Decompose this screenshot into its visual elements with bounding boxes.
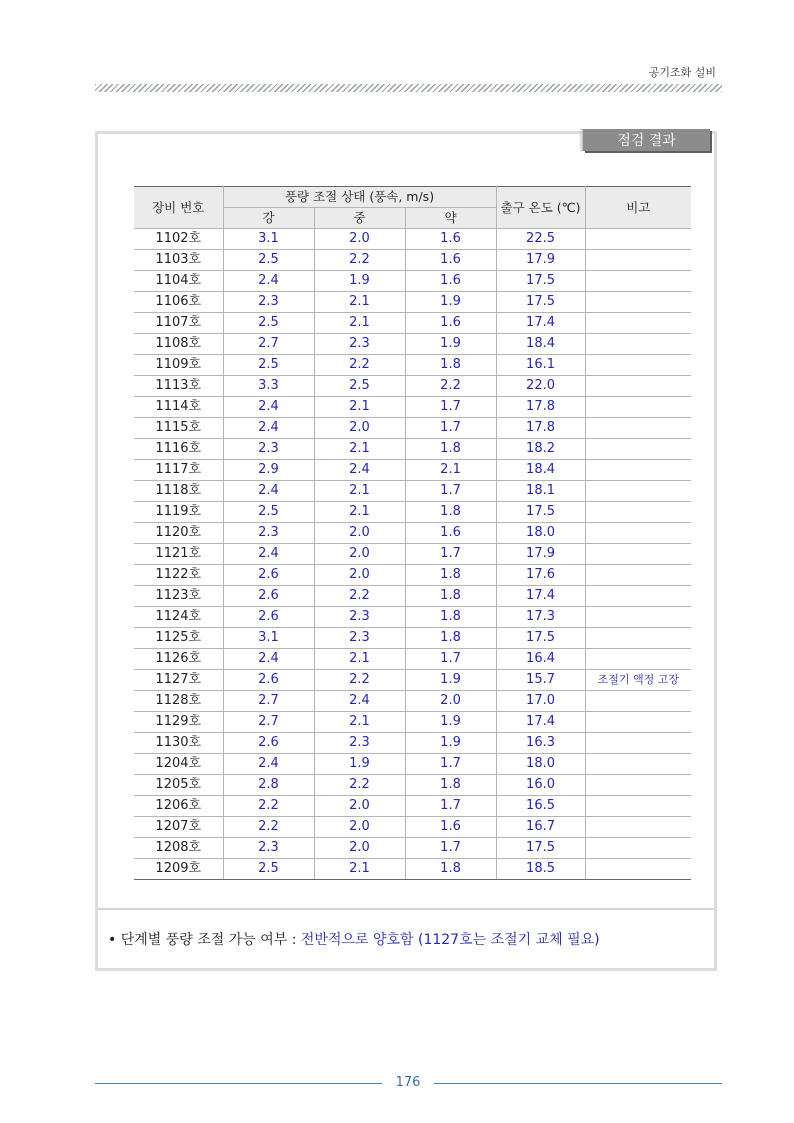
cell-outlet-temp: 17.8 [496, 397, 585, 418]
cell-outlet-temp: 17.5 [496, 292, 585, 313]
cell-speed-high: 2.9 [223, 460, 314, 481]
cell-note [585, 376, 691, 397]
summary-bullet: • [108, 932, 117, 948]
cell-note [585, 586, 691, 607]
cell-outlet-temp: 16.4 [496, 649, 585, 670]
cell-outlet-temp: 18.2 [496, 439, 585, 460]
cell-speed-low: 1.9 [405, 712, 496, 733]
cell-outlet-temp: 17.4 [496, 586, 585, 607]
cell-speed-high: 2.4 [223, 544, 314, 565]
table-row [134, 523, 691, 544]
table-row [134, 397, 691, 418]
cell-device-id: 1209호 [134, 859, 223, 880]
cell-speed-high: 2.5 [223, 313, 314, 334]
cell-speed-low: 1.6 [405, 523, 496, 544]
cell-speed-mid: 2.0 [314, 565, 405, 586]
column-header-temp: 출구 온도 (℃) [496, 187, 585, 229]
cell-device-id: 1118호 [134, 481, 223, 502]
cell-note [585, 859, 691, 880]
table-row [134, 292, 691, 313]
table-row [134, 859, 691, 880]
cell-speed-low: 1.7 [405, 481, 496, 502]
cell-note [585, 229, 691, 250]
cell-speed-low: 1.6 [405, 250, 496, 271]
cell-device-id: 1109호 [134, 355, 223, 376]
cell-speed-high: 2.5 [223, 355, 314, 376]
cell-device-id: 1113호 [134, 376, 223, 397]
cell-speed-mid: 2.3 [314, 607, 405, 628]
cell-outlet-temp: 17.0 [496, 691, 585, 712]
cell-speed-mid: 2.0 [314, 817, 405, 838]
column-header-id: 장비 번호 [134, 187, 223, 229]
frame-divider [98, 908, 714, 910]
cell-speed-high: 2.4 [223, 649, 314, 670]
table-row [134, 439, 691, 460]
page-number: 176 [395, 1075, 421, 1090]
cell-outlet-temp: 18.4 [496, 460, 585, 481]
cell-note [585, 691, 691, 712]
cell-speed-mid: 2.0 [314, 796, 405, 817]
cell-speed-mid: 2.2 [314, 586, 405, 607]
cell-outlet-temp: 17.8 [496, 418, 585, 439]
cell-outlet-temp: 16.0 [496, 775, 585, 796]
cell-speed-mid: 2.1 [314, 439, 405, 460]
column-header-note: 비고 [585, 187, 691, 229]
cell-speed-high: 2.3 [223, 439, 314, 460]
cell-device-id: 1121호 [134, 544, 223, 565]
cell-speed-high: 2.3 [223, 292, 314, 313]
cell-outlet-temp: 17.5 [496, 502, 585, 523]
cell-speed-mid: 2.1 [314, 397, 405, 418]
cell-speed-mid: 2.1 [314, 649, 405, 670]
cell-note [585, 607, 691, 628]
cell-outlet-temp: 17.9 [496, 250, 585, 271]
cell-device-id: 1129호 [134, 712, 223, 733]
cell-speed-mid: 2.1 [314, 859, 405, 880]
cell-speed-high: 2.4 [223, 481, 314, 502]
table-row [134, 502, 691, 523]
cell-outlet-temp: 17.5 [496, 628, 585, 649]
table-row [134, 670, 691, 691]
cell-outlet-temp: 17.4 [496, 313, 585, 334]
table-row [134, 376, 691, 397]
cell-note [585, 775, 691, 796]
cell-note [585, 355, 691, 376]
cell-speed-low: 1.8 [405, 439, 496, 460]
cell-speed-low: 1.7 [405, 544, 496, 565]
cell-note [585, 817, 691, 838]
cell-speed-high: 3.1 [223, 229, 314, 250]
cell-device-id: 1205호 [134, 775, 223, 796]
cell-speed-high: 2.4 [223, 754, 314, 775]
cell-note [585, 292, 691, 313]
cell-note [585, 544, 691, 565]
cell-speed-low: 1.6 [405, 229, 496, 250]
cell-speed-mid: 1.9 [314, 754, 405, 775]
cell-speed-mid: 2.4 [314, 691, 405, 712]
table-row [134, 628, 691, 649]
cell-speed-mid: 2.5 [314, 376, 405, 397]
cell-speed-high: 2.6 [223, 670, 314, 691]
inspection-table [134, 186, 691, 880]
table-row [134, 754, 691, 775]
cell-note [585, 733, 691, 754]
cell-speed-low: 2.0 [405, 691, 496, 712]
table-header-row [134, 187, 691, 208]
summary-value: 전반적으로 양호함 (1127호는 조절기 교체 필요) [300, 932, 600, 948]
cell-device-id: 1207호 [134, 817, 223, 838]
footer-rule-left [95, 1083, 382, 1084]
cell-outlet-temp: 18.5 [496, 859, 585, 880]
cell-device-id: 1115호 [134, 418, 223, 439]
cell-note [585, 628, 691, 649]
summary-line [108, 929, 600, 949]
cell-speed-low: 1.7 [405, 649, 496, 670]
table-row [134, 229, 691, 250]
cell-speed-high: 3.3 [223, 376, 314, 397]
cell-speed-high: 2.6 [223, 607, 314, 628]
cell-speed-low: 1.9 [405, 670, 496, 691]
cell-speed-mid: 2.0 [314, 418, 405, 439]
cell-device-id: 1204호 [134, 754, 223, 775]
subheader-high: 강 [223, 208, 314, 229]
cell-device-id: 1108호 [134, 334, 223, 355]
table-row [134, 817, 691, 838]
table-row [134, 586, 691, 607]
cell-device-id: 1208호 [134, 838, 223, 859]
cell-speed-low: 1.7 [405, 796, 496, 817]
header-hatch-rule [95, 84, 722, 92]
cell-speed-low: 1.8 [405, 859, 496, 880]
summary-label: 단계별 풍량 조절 가능 여부 : [120, 932, 297, 948]
cell-outlet-temp: 18.0 [496, 523, 585, 544]
cell-speed-mid: 2.1 [314, 712, 405, 733]
cell-device-id: 1106호 [134, 292, 223, 313]
cell-outlet-temp: 22.5 [496, 229, 585, 250]
cell-speed-high: 2.4 [223, 418, 314, 439]
cell-speed-high: 2.4 [223, 271, 314, 292]
cell-speed-low: 1.6 [405, 313, 496, 334]
cell-note [585, 460, 691, 481]
cell-device-id: 1104호 [134, 271, 223, 292]
cell-speed-mid: 2.0 [314, 523, 405, 544]
cell-note [585, 313, 691, 334]
cell-note [585, 334, 691, 355]
cell-speed-low: 1.6 [405, 817, 496, 838]
table-body [134, 229, 691, 880]
table-row [134, 607, 691, 628]
cell-speed-mid: 2.1 [314, 292, 405, 313]
table-row [134, 313, 691, 334]
footer-rule-right [434, 1083, 722, 1084]
cell-outlet-temp: 17.5 [496, 271, 585, 292]
cell-device-id: 1206호 [134, 796, 223, 817]
cell-speed-low: 1.8 [405, 586, 496, 607]
cell-device-id: 1123호 [134, 586, 223, 607]
cell-outlet-temp: 15.7 [496, 670, 585, 691]
cell-device-id: 1119호 [134, 502, 223, 523]
cell-device-id: 1122호 [134, 565, 223, 586]
cell-note [585, 271, 691, 292]
cell-speed-low: 2.1 [405, 460, 496, 481]
cell-note: 조절기 액정 고장 [585, 670, 691, 691]
table-row [134, 355, 691, 376]
cell-speed-low: 1.7 [405, 418, 496, 439]
subheader-low: 약 [405, 208, 496, 229]
table-row [134, 712, 691, 733]
table-row [134, 250, 691, 271]
inspection-result-badge: 점검 결과 [583, 129, 710, 151]
cell-speed-mid: 2.1 [314, 481, 405, 502]
cell-speed-low: 1.8 [405, 775, 496, 796]
cell-speed-low: 1.8 [405, 502, 496, 523]
cell-speed-high: 2.7 [223, 712, 314, 733]
cell-device-id: 1102호 [134, 229, 223, 250]
cell-speed-low: 1.7 [405, 754, 496, 775]
cell-note [585, 481, 691, 502]
cell-device-id: 1120호 [134, 523, 223, 544]
cell-speed-high: 2.6 [223, 586, 314, 607]
cell-speed-low: 1.8 [405, 355, 496, 376]
cell-device-id: 1127호 [134, 670, 223, 691]
cell-outlet-temp: 22.0 [496, 376, 585, 397]
table-row [134, 691, 691, 712]
cell-note [585, 754, 691, 775]
cell-outlet-temp: 17.6 [496, 565, 585, 586]
table-row [134, 481, 691, 502]
cell-speed-mid: 2.3 [314, 334, 405, 355]
cell-speed-low: 1.7 [405, 838, 496, 859]
table-row [134, 334, 691, 355]
cell-note [585, 523, 691, 544]
cell-device-id: 1103호 [134, 250, 223, 271]
cell-device-id: 1114호 [134, 397, 223, 418]
table-row [134, 733, 691, 754]
cell-speed-high: 2.8 [223, 775, 314, 796]
cell-outlet-temp: 17.3 [496, 607, 585, 628]
table-row [134, 544, 691, 565]
cell-device-id: 1125호 [134, 628, 223, 649]
cell-note [585, 796, 691, 817]
table-row [134, 271, 691, 292]
cell-note [585, 439, 691, 460]
cell-speed-mid: 2.0 [314, 544, 405, 565]
cell-outlet-temp: 16.7 [496, 817, 585, 838]
cell-device-id: 1126호 [134, 649, 223, 670]
cell-speed-low: 1.8 [405, 628, 496, 649]
cell-speed-mid: 2.0 [314, 229, 405, 250]
cell-outlet-temp: 16.1 [496, 355, 585, 376]
cell-speed-mid: 2.2 [314, 670, 405, 691]
cell-speed-high: 2.3 [223, 523, 314, 544]
cell-speed-high: 2.2 [223, 796, 314, 817]
cell-device-id: 1130호 [134, 733, 223, 754]
cell-speed-high: 2.6 [223, 565, 314, 586]
table-row [134, 418, 691, 439]
cell-speed-low: 2.2 [405, 376, 496, 397]
table-row [134, 460, 691, 481]
cell-outlet-temp: 18.1 [496, 481, 585, 502]
cell-outlet-temp: 17.5 [496, 838, 585, 859]
cell-speed-mid: 2.0 [314, 838, 405, 859]
cell-outlet-temp: 18.4 [496, 334, 585, 355]
cell-speed-low: 1.8 [405, 565, 496, 586]
cell-outlet-temp: 17.4 [496, 712, 585, 733]
cell-speed-mid: 2.1 [314, 313, 405, 334]
cell-speed-mid: 2.3 [314, 628, 405, 649]
cell-speed-mid: 2.1 [314, 502, 405, 523]
cell-note [585, 838, 691, 859]
cell-speed-mid: 2.2 [314, 775, 405, 796]
cell-device-id: 1116호 [134, 439, 223, 460]
table-row [134, 649, 691, 670]
cell-outlet-temp: 18.0 [496, 754, 585, 775]
cell-device-id: 1107호 [134, 313, 223, 334]
cell-speed-high: 2.7 [223, 691, 314, 712]
table-row [134, 838, 691, 859]
table-row [134, 565, 691, 586]
cell-outlet-temp: 16.5 [496, 796, 585, 817]
cell-note [585, 418, 691, 439]
cell-speed-high: 2.5 [223, 250, 314, 271]
cell-speed-high: 2.7 [223, 334, 314, 355]
cell-speed-low: 1.9 [405, 292, 496, 313]
table-row [134, 775, 691, 796]
cell-note [585, 502, 691, 523]
cell-speed-high: 3.1 [223, 628, 314, 649]
cell-speed-low: 1.9 [405, 334, 496, 355]
table-row [134, 796, 691, 817]
cell-speed-mid: 2.4 [314, 460, 405, 481]
cell-speed-mid: 2.2 [314, 355, 405, 376]
cell-speed-high: 2.2 [223, 817, 314, 838]
cell-outlet-temp: 17.9 [496, 544, 585, 565]
running-header-title: 공기조화 설비 [648, 66, 716, 79]
cell-note [585, 649, 691, 670]
cell-note [585, 250, 691, 271]
cell-device-id: 1128호 [134, 691, 223, 712]
cell-speed-low: 1.6 [405, 271, 496, 292]
cell-note [585, 565, 691, 586]
cell-speed-mid: 1.9 [314, 271, 405, 292]
cell-speed-low: 1.7 [405, 397, 496, 418]
cell-device-id: 1117호 [134, 460, 223, 481]
cell-speed-low: 1.9 [405, 733, 496, 754]
cell-speed-mid: 2.2 [314, 250, 405, 271]
subheader-mid: 중 [314, 208, 405, 229]
column-header-airflow: 풍량 조절 상태 (풍속, m/s) [223, 187, 496, 208]
cell-note [585, 712, 691, 733]
cell-speed-high: 2.5 [223, 859, 314, 880]
cell-speed-high: 2.5 [223, 502, 314, 523]
cell-speed-high: 2.4 [223, 397, 314, 418]
cell-speed-high: 2.6 [223, 733, 314, 754]
cell-note [585, 397, 691, 418]
cell-speed-high: 2.3 [223, 838, 314, 859]
cell-device-id: 1124호 [134, 607, 223, 628]
cell-outlet-temp: 16.3 [496, 733, 585, 754]
cell-speed-mid: 2.3 [314, 733, 405, 754]
cell-speed-low: 1.8 [405, 607, 496, 628]
